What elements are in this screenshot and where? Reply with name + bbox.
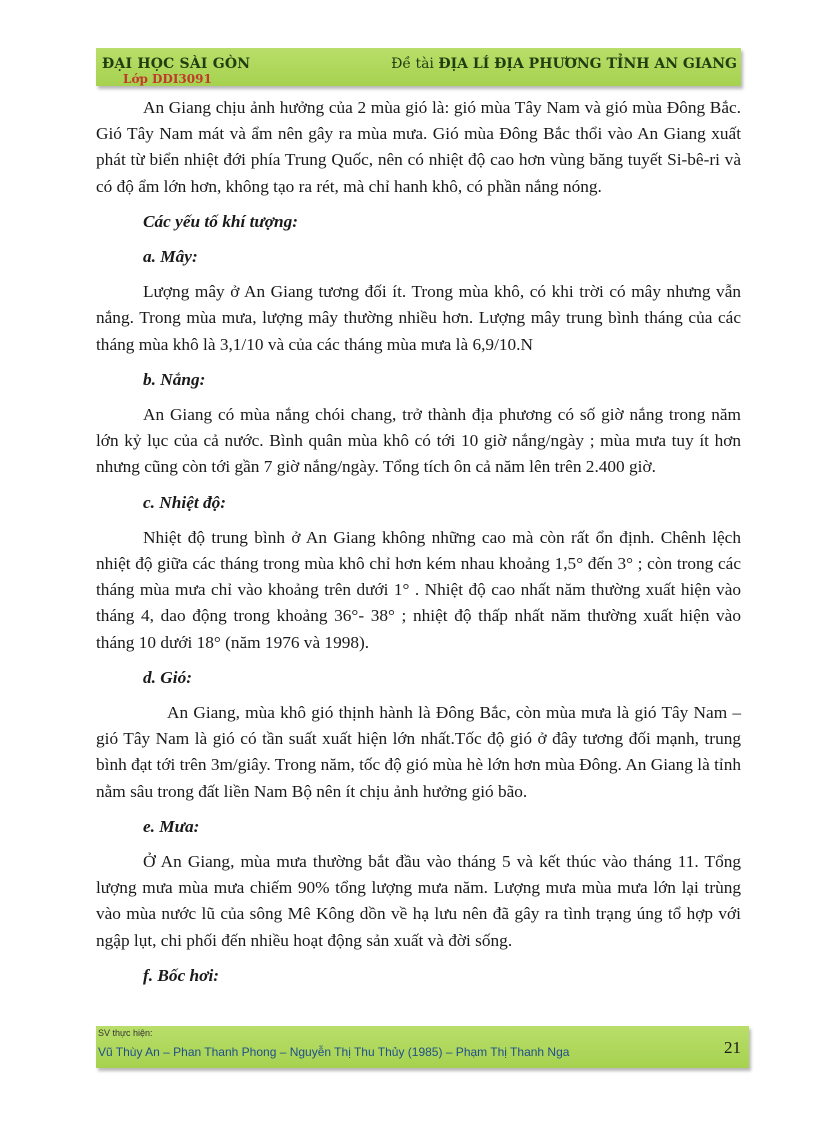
topic-name: ĐỊA LÍ ĐỊA PHƯƠNG TỈNH AN GIANG (438, 56, 737, 72)
intro-paragraph: An Giang chịu ảnh hưởng của 2 mùa gió là: gió mùa Tây Nam và gió mùa Đông Bắc. Gió Tây Nam mát và ẩm nên gây ra mùa mưa. Gió mùa Đông Bắc thổi vào An Giang xuất phát từ biển nhiệt đới phía Trung Quốc, nên có nhiệt độ cao hơn vùng băng tuyết Si-bê-ri và có độ ẩm lớn hơn, không tạo ra rét, mà chỉ hanh khô, có phần nắng nóng. (96, 98, 741, 196)
footer-label: SV thực hiện: (98, 1028, 153, 1038)
section-heading: Các yếu tố khí tượng: (143, 211, 298, 231)
paragraph-may: Lượng mây ở An Giang tương đối ít. Trong mùa khô, có khi trời có mây nhưng vẫn nắng. Trong mùa mưa, lượng mây thường nhiều hơn. Lượng mây trung bình tháng của các tháng mùa khô là 3,1/10 và của các tháng mùa mưa là 6,9/10.N (96, 282, 741, 354)
paragraph-mua: Ở An Giang, mùa mưa thường bắt đầu vào tháng 5 và kết thúc vào tháng 11. Tổng lượng mưa mùa mưa chiếm 90% tổng lượng mưa năm. Lượng mưa mùa mưa lớn lại trùng vào mùa nước lũ của sông Mê Kông dồn về hạ lưu nên đã gây ra tình trạng úng tổ hợp với ngập lụt, chi phối đến nhiều hoạt động sản xuất và đời sống. (96, 852, 741, 950)
paragraph-nang: An Giang có mùa nắng chói chang, trở thành địa phương có số giờ nắng trong năm lớn kỷ lục của cả nước. Bình quân mùa khô có tới 10 giờ nắng/ngày ; mùa mưa tuy ít hơn nhưng cũng còn tới gần 7 giờ nắng/ngày. Tổng tích ôn cả năm lên trên 2.400 giờ. (96, 405, 741, 477)
topic-prefix: Đề tài (391, 56, 434, 72)
page-header (96, 48, 741, 86)
page-number: 21 (724, 1038, 741, 1057)
heading-nhiet-do: c. Nhiệt độ: (143, 492, 227, 512)
heading-mua: e. Mưa: (143, 816, 200, 836)
page-body (96, 95, 741, 989)
page-footer (96, 1026, 749, 1068)
paragraph-gio: An Giang, mùa khô gió thịnh hành là Đông Bắc, còn mùa mưa là gió Tây Nam – gió Tây Nam là gió có tần suất xuất hiện lớn nhất.Tốc độ gió ở đây tương đối mạnh, trung bình đạt tới trên 3m/giây. Trong năm, tốc độ gió mùa hè lớn hơn mùa Đông. An Giang là tỉnh nằm sâu trong đất liền Nam Bộ nên ít chịu ảnh hưởng gió bão. (96, 703, 741, 801)
heading-may: a. Mây: (143, 247, 198, 267)
paragraph-nhiet-do: Nhiệt độ trung bình ở An Giang không những cao mà còn rất ổn định. Chênh lệch nhiệt độ giữa các tháng trong mùa khô chỉ hơn kém nhau khoảng 1,5° đến 3° ; còn trong các tháng mùa mưa chỉ vào khoảng trên dưới 1° . Nhiệt độ cao nhất năm thường xuất hiện vào tháng 4, dao động trong khoảng 36°- 38° ; nhiệt độ thấp nhất năm thường xuất hiện vào tháng 10 dưới 18° (năm 1976 và 1998). (96, 527, 741, 652)
heading-boc-hoi: f. Bốc hơi: (143, 965, 219, 985)
heading-nang: b. Nắng: (143, 369, 206, 389)
class-label: Lớp DDI3091 (123, 72, 212, 86)
university-name: ĐẠI HỌC SÀI GÒN (102, 56, 251, 72)
topic-title (391, 56, 737, 72)
footer-authors: Vũ Thùy An – Phan Thanh Phong – Nguyễn Thị Thu Thủy (1985) – Phạm Thị Thanh Nga (98, 1045, 570, 1059)
heading-gio: d. Gió: (143, 667, 192, 687)
